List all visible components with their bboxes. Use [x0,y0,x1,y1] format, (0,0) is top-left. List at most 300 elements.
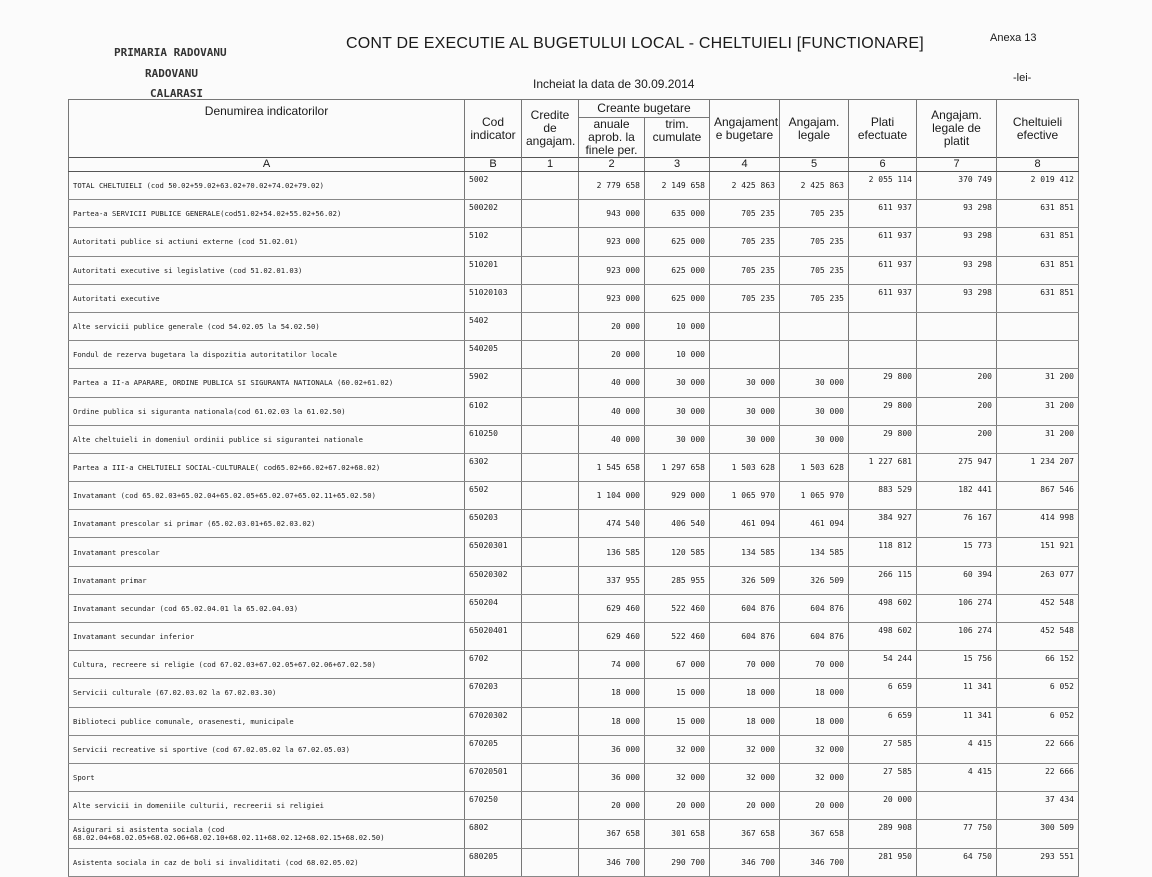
col-creante-header: Creante bugetare [579,100,710,118]
angajamente-value: 30 000 [710,369,780,397]
indicator-code: 650204 [465,594,522,622]
creante-annual-value: 923 000 [579,256,645,284]
creante-quarter-value: 625 000 [645,256,710,284]
angaj-legale-value: 346 700 [780,848,849,876]
credits-value [522,848,579,876]
angaj-platit-value: 93 298 [917,284,997,312]
indicator-code: 670203 [465,679,522,707]
cheltuieli-value: 631 851 [997,284,1079,312]
creante-annual-value: 1 104 000 [579,482,645,510]
credits-value [522,312,579,340]
indicator-code: 5902 [465,369,522,397]
creante-annual-value: 18 000 [579,679,645,707]
angaj-legale-value: 70 000 [780,651,849,679]
angaj-platit-value: 11 341 [917,707,997,735]
indicator-code: 610250 [465,425,522,453]
indicator-code: 67020302 [465,707,522,735]
credits-value [522,594,579,622]
table-row [69,679,1079,707]
angajamente-value: 1 065 970 [710,482,780,510]
angajamente-value [710,312,780,340]
plati-value: 498 602 [849,623,917,651]
angaj-platit-value: 200 [917,369,997,397]
creante-quarter-value: 290 700 [645,848,710,876]
angaj-platit-value: 60 394 [917,566,997,594]
credits-value [522,623,579,651]
angaj-platit-value: 64 750 [917,848,997,876]
angaj-platit-value: 93 298 [917,200,997,228]
angaj-platit-value: 200 [917,397,997,425]
cheltuieli-value [997,312,1079,340]
creante-annual-value: 40 000 [579,425,645,453]
institution-locality: RADOVANU [145,67,198,80]
indicator-name: Asigurari si asistenta sociala (cod 68.02.04+68.02.05+68.02.06+68.02.10+68.02.11+68.02.12+68.02.15+68.02.50) [69,820,465,848]
angajamente-value: 461 094 [710,510,780,538]
cheltuieli-value: 631 851 [997,228,1079,256]
creante-annual-value: 40 000 [579,397,645,425]
creante-annual-value: 20 000 [579,792,645,820]
angajamente-value: 346 700 [710,848,780,876]
creante-annual-value: 36 000 [579,735,645,763]
plati-value: 54 244 [849,651,917,679]
angaj-legale-value: 367 658 [780,820,849,848]
angaj-platit-value: 200 [917,425,997,453]
angajamente-value: 326 509 [710,566,780,594]
table-row [69,172,1079,200]
indicator-code: 65020302 [465,566,522,594]
angaj-legale-value: 18 000 [780,707,849,735]
credits-value [522,369,579,397]
creante-annual-value: 474 540 [579,510,645,538]
angaj-platit-value: 93 298 [917,256,997,284]
indicator-name: Alte cheltuieli in domeniul ordinii publice si sigurantei nationale [69,425,465,453]
creante-annual-value: 629 460 [579,623,645,651]
indicator-code: 670205 [465,735,522,763]
indicator-name: Asistenta sociala in caz de boli si invaliditati (cod 68.02.05.02) [69,848,465,876]
table-row [69,228,1079,256]
angaj-platit-value: 93 298 [917,228,997,256]
indicator-name: Invatamant secundar (cod 65.02.04.01 la 65.02.04.03) [69,594,465,622]
indicator-name: Alte servicii in domeniile culturii, recreerii si religiei [69,792,465,820]
annex-label: Anexa 13 [990,32,1037,44]
table-row [69,369,1079,397]
indicator-name: Cultura, recreere si religie (cod 67.02.03+67.02.05+67.02.06+67.02.50) [69,651,465,679]
creante-quarter-value: 67 000 [645,651,710,679]
plati-value: 281 950 [849,848,917,876]
plati-value: 611 937 [849,228,917,256]
angaj-platit-value: 11 341 [917,679,997,707]
cheltuieli-value: 452 548 [997,623,1079,651]
creante-quarter-value: 406 540 [645,510,710,538]
plati-value: 266 115 [849,566,917,594]
angajamente-value: 18 000 [710,679,780,707]
cheltuieli-value: 631 851 [997,256,1079,284]
indicator-name: Ordine publica si siguranta nationala(cod 61.02.03 la 61.02.50) [69,397,465,425]
creante-quarter-value: 2 149 658 [645,172,710,200]
angajamente-value: 32 000 [710,763,780,791]
table-row [69,707,1079,735]
indicator-code: 500202 [465,200,522,228]
angajamente-value [710,341,780,369]
angaj-legale-value: 1 503 628 [780,453,849,481]
angajamente-value: 1 503 628 [710,453,780,481]
col-letter: 2 [579,158,645,172]
credits-value [522,200,579,228]
angaj-legale-value: 461 094 [780,510,849,538]
indicator-name: Invatamant primar [69,566,465,594]
col-credits-header: Credite de angajam. [522,100,579,158]
table-row [69,453,1079,481]
creante-quarter-value: 285 955 [645,566,710,594]
indicator-name: Autoritati publice si actiuni externe (cod 51.02.01) [69,228,465,256]
cheltuieli-value: 151 921 [997,538,1079,566]
creante-annual-value: 923 000 [579,284,645,312]
indicator-name: Autoritati executive [69,284,465,312]
indicator-name: Invatamant prescolar si primar (65.02.03.01+65.02.03.02) [69,510,465,538]
col-letter: 1 [522,158,579,172]
credits-value [522,284,579,312]
creante-quarter-value: 10 000 [645,341,710,369]
plati-value: 27 585 [849,763,917,791]
angaj-platit-value: 4 415 [917,735,997,763]
creante-quarter-value: 30 000 [645,369,710,397]
cheltuieli-value: 6 052 [997,679,1079,707]
creante-quarter-value: 30 000 [645,397,710,425]
col-letter: 3 [645,158,710,172]
plati-value: 1 227 681 [849,453,917,481]
indicator-code: 540205 [465,341,522,369]
angaj-legale-value: 705 235 [780,256,849,284]
col-letter: 8 [997,158,1079,172]
credits-value [522,735,579,763]
indicator-name: Servicii culturale (67.02.03.02 la 67.02.03.30) [69,679,465,707]
creante-quarter-value: 15 000 [645,707,710,735]
indicator-code: 6102 [465,397,522,425]
angaj-platit-value: 4 415 [917,763,997,791]
table-row [69,792,1079,820]
indicator-code: 510201 [465,256,522,284]
indicator-code: 5402 [465,312,522,340]
creante-quarter-value: 30 000 [645,425,710,453]
angaj-platit-value [917,792,997,820]
creante-quarter-value: 625 000 [645,284,710,312]
creante-quarter-value: 929 000 [645,482,710,510]
col-angaj-platit-header: Angajam. legale de platit [917,100,997,158]
table-row [69,284,1079,312]
angaj-platit-value: 76 167 [917,510,997,538]
cheltuieli-value: 66 152 [997,651,1079,679]
credits-value [522,228,579,256]
table-row [69,482,1079,510]
creante-annual-value: 2 779 658 [579,172,645,200]
angajamente-value: 20 000 [710,792,780,820]
creante-annual-value: 136 585 [579,538,645,566]
cheltuieli-value: 452 548 [997,594,1079,622]
angajamente-value: 30 000 [710,397,780,425]
creante-quarter-value: 1 297 658 [645,453,710,481]
credits-value [522,425,579,453]
angaj-platit-value: 77 750 [917,820,997,848]
angajamente-value: 32 000 [710,735,780,763]
plati-value: 498 602 [849,594,917,622]
credits-value [522,453,579,481]
cheltuieli-value: 31 200 [997,397,1079,425]
col-name-header: Denumirea indicatorilor [69,100,465,158]
cheltuieli-value: 31 200 [997,369,1079,397]
col-letter: 7 [917,158,997,172]
creante-quarter-value: 301 658 [645,820,710,848]
angaj-platit-value: 106 274 [917,623,997,651]
cheltuieli-value: 1 234 207 [997,453,1079,481]
angaj-legale-value: 30 000 [780,397,849,425]
plati-value: 6 659 [849,679,917,707]
table-row [69,425,1079,453]
credits-value [522,538,579,566]
cheltuieli-value: 6 052 [997,707,1079,735]
plati-value: 6 659 [849,707,917,735]
angaj-platit-value: 106 274 [917,594,997,622]
indicator-name: Invatamant prescolar [69,538,465,566]
table-row [69,594,1079,622]
cheltuieli-value: 293 551 [997,848,1079,876]
plati-value: 2 055 114 [849,172,917,200]
plati-value [849,312,917,340]
angajamente-value: 18 000 [710,707,780,735]
table-row [69,538,1079,566]
angajamente-value: 705 235 [710,284,780,312]
cheltuieli-value: 37 434 [997,792,1079,820]
indicator-code: 650203 [465,510,522,538]
creante-annual-value: 40 000 [579,369,645,397]
angaj-legale-value: 32 000 [780,735,849,763]
creante-quarter-value: 20 000 [645,792,710,820]
credits-value [522,679,579,707]
col-angajamente-header: Angajament e bugetare [710,100,780,158]
indicator-name: Partea-a SERVICII PUBLICE GENERALE(cod51.02+54.02+55.02+56.02) [69,200,465,228]
plati-value: 29 800 [849,397,917,425]
indicator-code: 680205 [465,848,522,876]
angaj-platit-value: 15 756 [917,651,997,679]
angaj-legale-value: 705 235 [780,284,849,312]
indicator-name: Autoritati executive si legislative (cod 51.02.01.03) [69,256,465,284]
cheltuieli-value: 31 200 [997,425,1079,453]
creante-annual-value: 367 658 [579,820,645,848]
creante-quarter-value: 120 585 [645,538,710,566]
indicator-name: Partea a II-a APARARE, ORDINE PUBLICA SI SIGURANTA NATIONALA (60.02+61.02) [69,369,465,397]
plati-value [849,341,917,369]
table-row [69,510,1079,538]
angajamente-value: 30 000 [710,425,780,453]
creante-quarter-value: 32 000 [645,735,710,763]
col-plati-header: Plati efectuate [849,100,917,158]
cheltuieli-value: 867 546 [997,482,1079,510]
angaj-legale-value: 604 876 [780,623,849,651]
plati-value: 611 937 [849,200,917,228]
indicator-code: 65020401 [465,623,522,651]
angaj-legale-value: 705 235 [780,200,849,228]
page-title: CONT DE EXECUTIE AL BUGETULUI LOCAL - CHELTUIELI [FUNCTIONARE] [346,35,924,52]
angaj-legale-value: 30 000 [780,369,849,397]
credits-value [522,763,579,791]
creante-quarter-value: 32 000 [645,763,710,791]
creante-annual-value: 74 000 [579,651,645,679]
table-row [69,397,1079,425]
plati-value: 29 800 [849,425,917,453]
cheltuieli-value: 263 077 [997,566,1079,594]
credits-value [522,482,579,510]
indicator-code: 6702 [465,651,522,679]
creante-quarter-value: 635 000 [645,200,710,228]
credits-value [522,510,579,538]
indicator-code: 5102 [465,228,522,256]
table-row [69,651,1079,679]
creante-annual-value: 629 460 [579,594,645,622]
angaj-legale-value: 20 000 [780,792,849,820]
angaj-legale-value: 604 876 [780,594,849,622]
credits-value [522,651,579,679]
table-row [69,820,1079,848]
institution-name: PRIMARIA RADOVANU [114,46,227,59]
plati-value: 384 927 [849,510,917,538]
indicator-name: Alte servicii publice generale (cod 54.02.05 la 54.02.50) [69,312,465,340]
cheltuieli-value: 22 666 [997,763,1079,791]
currency-unit: -lei- [1013,72,1032,84]
creante-quarter-value: 522 460 [645,594,710,622]
creante-annual-value: 20 000 [579,312,645,340]
cheltuieli-value: 414 998 [997,510,1079,538]
credits-value [522,341,579,369]
col-code-header: Cod indicator [465,100,522,158]
creante-quarter-value: 522 460 [645,623,710,651]
angajamente-value: 70 000 [710,651,780,679]
indicator-name: Servicii recreative si sportive (cod 67.02.05.02 la 67.02.05.03) [69,735,465,763]
plati-value: 289 908 [849,820,917,848]
col-letter: 4 [710,158,780,172]
angaj-legale-value: 326 509 [780,566,849,594]
credits-value [522,172,579,200]
creante-annual-value: 943 000 [579,200,645,228]
indicator-code: 67020501 [465,763,522,791]
plati-value: 118 812 [849,538,917,566]
col-angaj-legale-header: Angajam. legale [780,100,849,158]
indicator-name: Sport [69,763,465,791]
col-letter: 6 [849,158,917,172]
indicator-code: 51020103 [465,284,522,312]
table-row [69,312,1079,340]
cheltuieli-value: 2 019 412 [997,172,1079,200]
plati-value: 29 800 [849,369,917,397]
table-row [69,763,1079,791]
angaj-legale-value: 1 065 970 [780,482,849,510]
indicator-name: Fondul de rezerva bugetara la dispozitia autoritatilor locale [69,341,465,369]
col-cheltuieli-header: Cheltuieli efective [997,100,1079,158]
creante-annual-value: 923 000 [579,228,645,256]
plati-value: 883 529 [849,482,917,510]
angaj-platit-value [917,341,997,369]
plati-value: 27 585 [849,735,917,763]
indicator-name: Partea a III-a CHELTUIELI SOCIAL-CULTURALE( cod65.02+66.02+67.02+68.02) [69,453,465,481]
angajamente-value: 705 235 [710,200,780,228]
indicator-name: Invatamant secundar inferior [69,623,465,651]
angaj-legale-value: 134 585 [780,538,849,566]
plati-value: 611 937 [849,284,917,312]
angajamente-value: 367 658 [710,820,780,848]
col-creante-quarter-header: trim. cumulate [645,118,710,158]
cheltuieli-value: 631 851 [997,200,1079,228]
indicator-code: 6802 [465,820,522,848]
table-row [69,200,1079,228]
table-row [69,735,1079,763]
indicator-name: Invatamant (cod 65.02.03+65.02.04+65.02.05+65.02.07+65.02.11+65.02.50) [69,482,465,510]
credits-value [522,397,579,425]
col-letter: B [465,158,522,172]
angajamente-value: 604 876 [710,623,780,651]
angaj-legale-value [780,341,849,369]
table-row [69,341,1079,369]
creante-annual-value: 20 000 [579,341,645,369]
cheltuieli-value: 300 509 [997,820,1079,848]
indicator-code: 6302 [465,453,522,481]
creante-annual-value: 18 000 [579,707,645,735]
angaj-platit-value [917,312,997,340]
credits-value [522,820,579,848]
credits-value [522,256,579,284]
angaj-platit-value: 370 749 [917,172,997,200]
angajamente-value: 705 235 [710,256,780,284]
angaj-platit-value: 182 441 [917,482,997,510]
angajamente-value: 2 425 863 [710,172,780,200]
table-row [69,623,1079,651]
indicator-name: Biblioteci publice comunale, orasenesti, municipale [69,707,465,735]
indicator-code: 65020301 [465,538,522,566]
angaj-platit-value: 15 773 [917,538,997,566]
creante-annual-value: 346 700 [579,848,645,876]
credits-value [522,792,579,820]
cheltuieli-value: 22 666 [997,735,1079,763]
creante-quarter-value: 625 000 [645,228,710,256]
angaj-legale-value: 18 000 [780,679,849,707]
credits-value [522,707,579,735]
indicator-code: 5002 [465,172,522,200]
credits-value [522,566,579,594]
col-letter: 5 [780,158,849,172]
angajamente-value: 134 585 [710,538,780,566]
creante-annual-value: 36 000 [579,763,645,791]
creante-quarter-value: 10 000 [645,312,710,340]
indicator-name: TOTAL CHELTUIELI (cod 50.02+59.02+63.02+70.02+74.02+79.02) [69,172,465,200]
indicator-code: 6502 [465,482,522,510]
angaj-legale-value: 32 000 [780,763,849,791]
cheltuieli-value [997,341,1079,369]
angaj-legale-value: 2 425 863 [780,172,849,200]
plati-value: 611 937 [849,256,917,284]
angaj-platit-value: 275 947 [917,453,997,481]
angaj-legale-value: 30 000 [780,425,849,453]
angajamente-value: 705 235 [710,228,780,256]
col-creante-annual-header: anuale aprob. la finele per. [579,118,645,158]
angaj-legale-value: 705 235 [780,228,849,256]
indicator-code: 670250 [465,792,522,820]
col-letter: A [69,158,465,172]
budget-table [68,99,1079,877]
table-row [69,256,1079,284]
table-row [69,566,1079,594]
angaj-legale-value [780,312,849,340]
creante-annual-value: 337 955 [579,566,645,594]
angajamente-value: 604 876 [710,594,780,622]
creante-annual-value: 1 545 658 [579,453,645,481]
table-row [69,848,1079,876]
